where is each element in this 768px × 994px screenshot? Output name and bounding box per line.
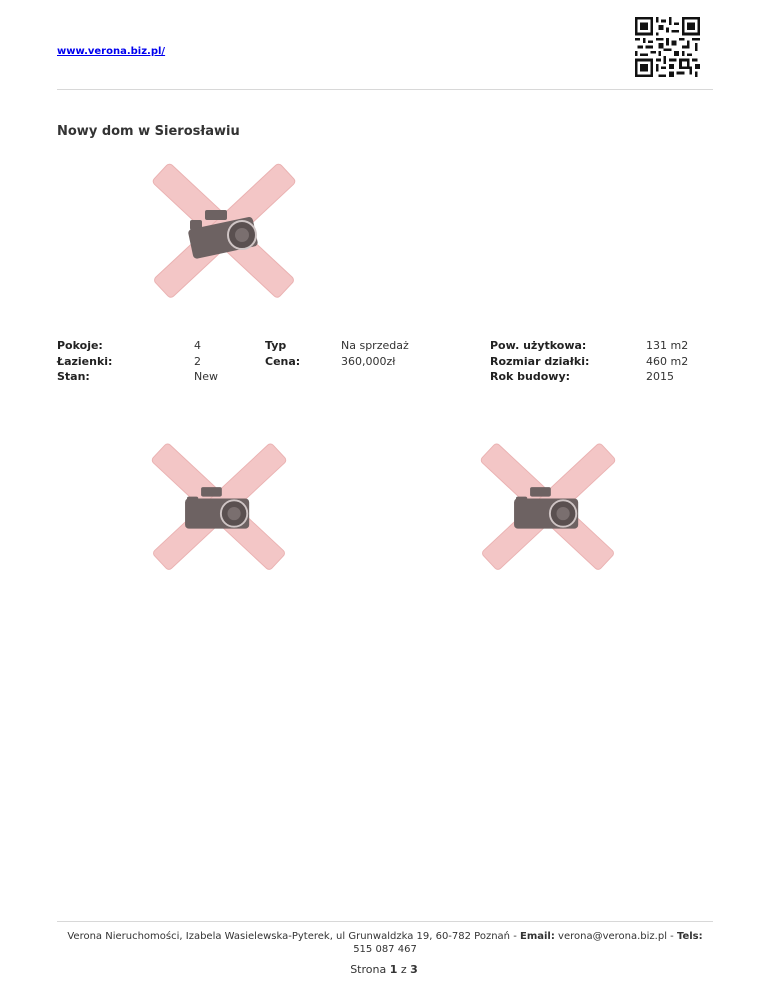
spec-label-plot-size: Rozmiar działki: xyxy=(490,354,590,368)
footer-divider xyxy=(57,921,713,922)
spec-value-rooms: 4 xyxy=(194,339,201,352)
footer-company: Verona Nieruchomości, Izabela Wasielewska-Pyterek, ul Grunwaldzka 19, 60-782 Poznań - xyxy=(67,931,520,942)
listing-title: Nowy dom w Sierosławiu xyxy=(57,124,240,139)
spec-label-bathrooms: Łazienki: xyxy=(57,354,113,368)
spec-value-condition: New xyxy=(194,370,218,383)
page-indicator xyxy=(0,963,768,976)
footer-email-label: Email: xyxy=(520,931,555,942)
spec-value-type: Na sprzedaż xyxy=(341,339,409,352)
camera-placeholder-icon xyxy=(150,160,298,300)
spec-label-rooms: Pokoje: xyxy=(57,339,103,352)
spec-value-price: 360,000zł xyxy=(341,354,396,368)
specs-values-col3 xyxy=(646,338,688,385)
specs-labels-col2 xyxy=(265,338,300,369)
spec-value-bathrooms: 2 xyxy=(194,354,201,368)
spec-label-type: Typ xyxy=(265,339,287,352)
specs-values-col2 xyxy=(341,338,409,369)
pager-prefix: Strona xyxy=(350,963,390,976)
header-divider xyxy=(57,89,713,90)
qr-code-icon xyxy=(635,17,700,77)
specs-labels-col1 xyxy=(57,338,112,385)
main-photo-placeholder xyxy=(150,160,298,300)
footer-tel-label: Tels: xyxy=(676,931,703,942)
footer-tel: 515 087 467 xyxy=(353,944,417,955)
pager-current: 1 xyxy=(389,963,398,976)
pager-total: 3 xyxy=(410,963,418,976)
site-url-link[interactable]: www.verona.biz.pl/ xyxy=(57,46,166,57)
spec-label-usable-area: Pow. użytkowa: xyxy=(490,339,587,352)
spec-label-condition: Stan: xyxy=(57,370,90,383)
footer-contact xyxy=(57,930,713,956)
specs-values-col1 xyxy=(194,338,218,385)
gallery-photo-placeholder-1 xyxy=(148,440,290,572)
footer-email: verona@verona.biz.pl - xyxy=(554,931,677,942)
pager-sep: z xyxy=(397,963,411,976)
gallery-photo-placeholder-2 xyxy=(477,440,619,572)
camera-placeholder-icon xyxy=(477,440,619,572)
spec-value-plot-size: 460 m2 xyxy=(646,354,689,368)
spec-label-build-year: Rok budowy: xyxy=(490,370,571,383)
camera-placeholder-icon xyxy=(148,440,290,572)
spec-value-usable-area: 131 m2 xyxy=(646,339,689,352)
spec-value-build-year: 2015 xyxy=(646,370,674,383)
spec-label-price: Cena: xyxy=(265,354,301,368)
specs-labels-col3 xyxy=(490,338,589,385)
